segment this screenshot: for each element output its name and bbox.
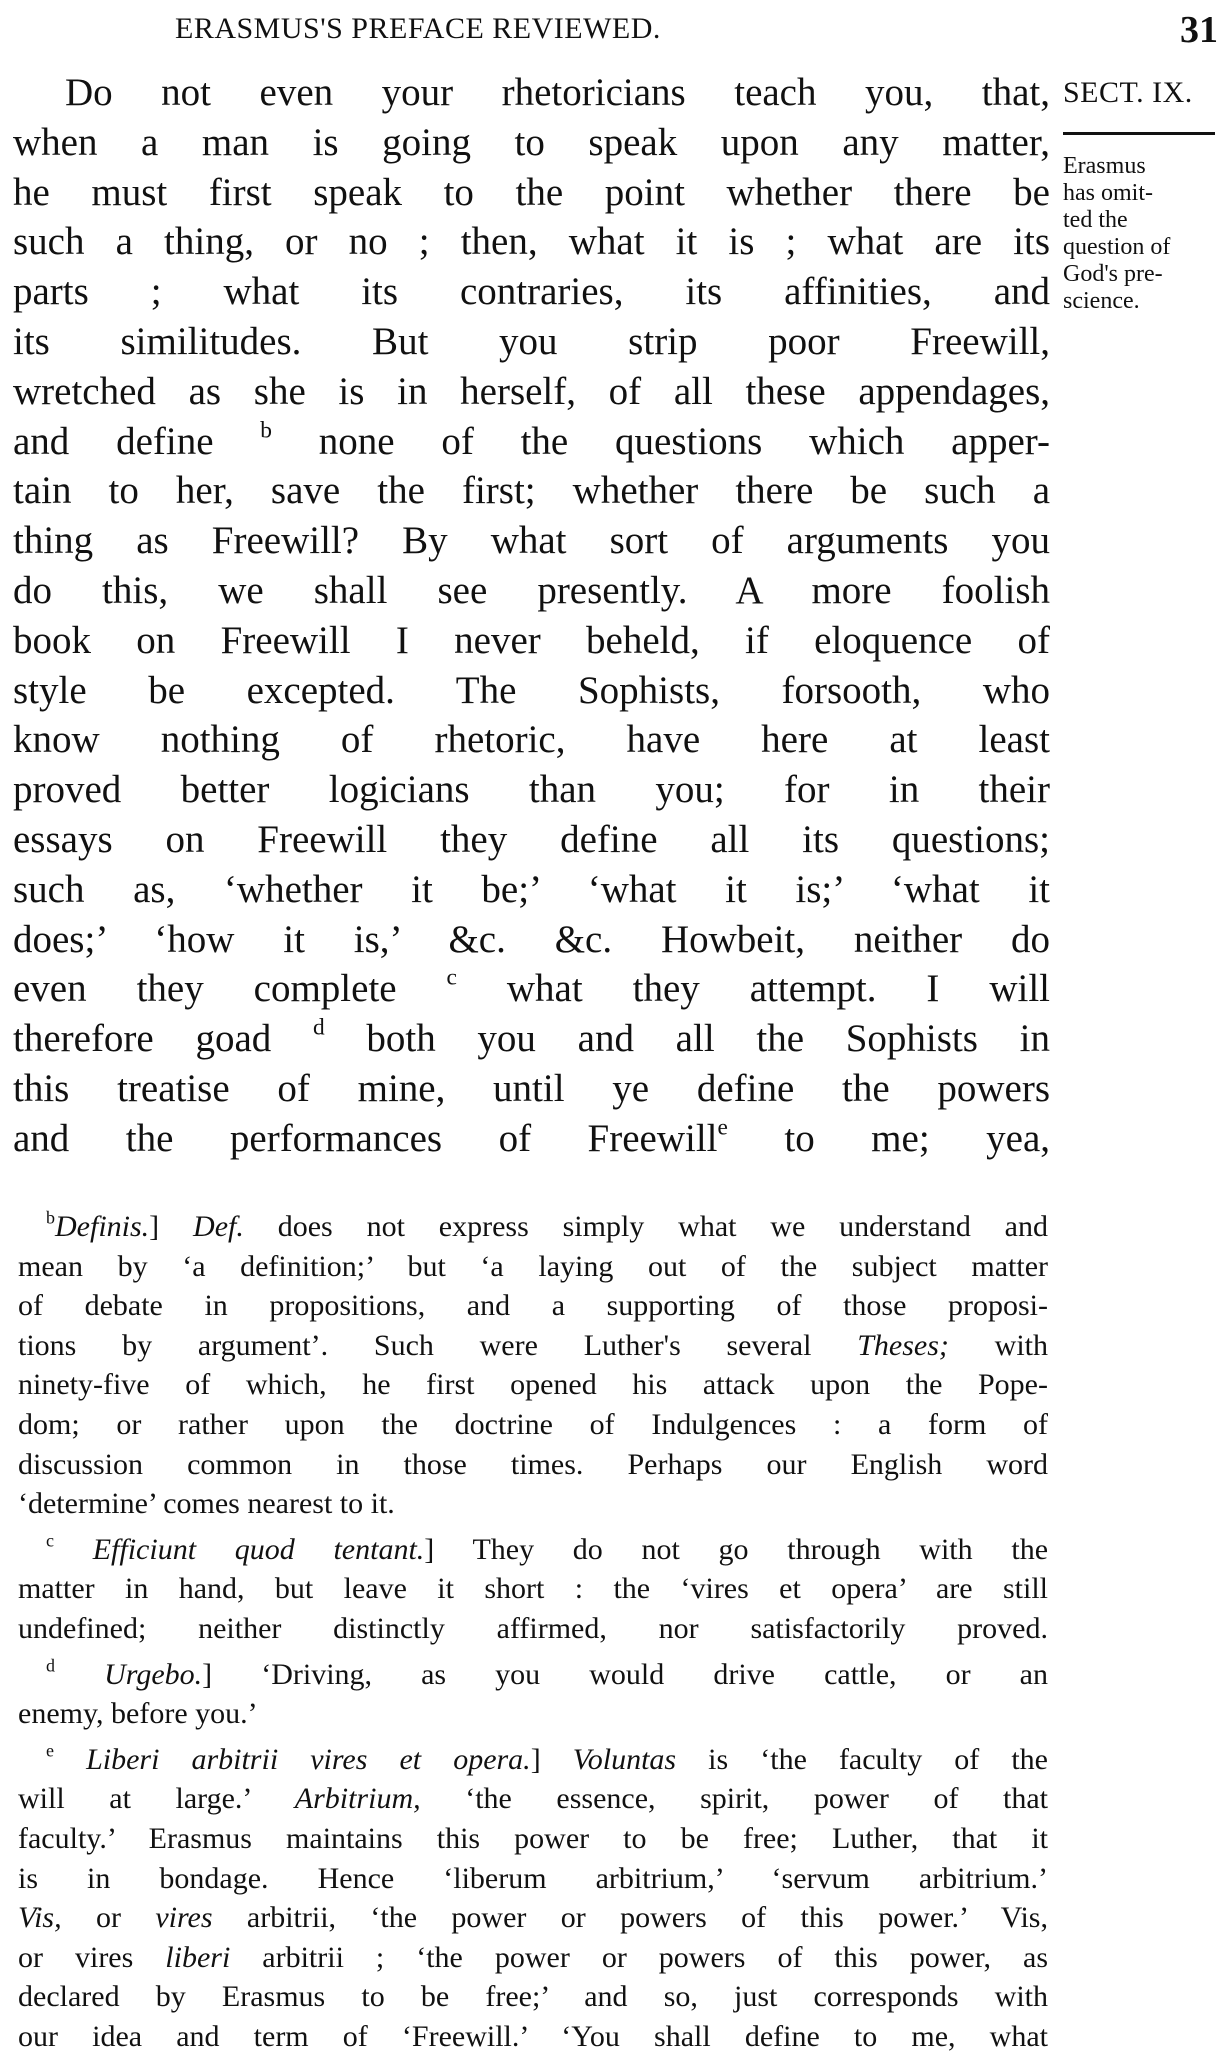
text-line [13, 964, 1050, 1014]
footnotes [18, 1207, 1048, 2062]
text-line [13, 1114, 1050, 1164]
text-segment: undefined; neither distinctly affirmed, nor satisfactorily proved. [18, 1611, 1048, 1645]
text-line [13, 516, 1050, 566]
margin-note-line: has omit- [1063, 179, 1153, 206]
text-segment: our idea and term of ‘Freewill.’ ‘You shall define to me, what [18, 2019, 1048, 2053]
footnote-marker: c [46, 1530, 54, 1551]
text-line [18, 1445, 1048, 1485]
text-segment: ninety-five of which, he first opened his attack upon the Pope- [18, 1368, 1048, 1402]
running-title: ERASMUS'S PREFACE REVIEWED. [175, 12, 661, 45]
italic-text: Theses; [857, 1328, 949, 1362]
text-segment: what they attempt. I will [456, 967, 1050, 1011]
footnote-marker: b [260, 417, 272, 444]
text-line [18, 1740, 1048, 1780]
text-segment: or vires [18, 1940, 166, 1974]
margin-note-line: ted the [1063, 206, 1128, 233]
text-line [13, 417, 1050, 467]
text-line [13, 1064, 1050, 1114]
italic-text: Vis, [18, 1901, 62, 1935]
text-segment: does;’ ‘how it is,’ &c. &c. Howbeit, neither do [13, 917, 1050, 961]
text-line [13, 68, 1050, 118]
text-segment: is in bondage. Hence ‘liberum arbitrium,’ ‘servum arbitrium.’ [18, 1861, 1048, 1895]
text-line [13, 217, 1050, 267]
text-segment: of debate in propositions, and a supporting of those proposi- [18, 1289, 1048, 1323]
footnote-marker: e [717, 1114, 728, 1141]
italic-text: Liberi arbitrii vires et opera. [86, 1742, 531, 1776]
text-line [13, 815, 1050, 865]
text-line [13, 765, 1050, 815]
text-segment: Do not even your rhetoricians teach you, that, [65, 71, 1050, 114]
text-segment: parts ; what its contraries, its affinities, and [13, 270, 1050, 314]
text-line [18, 1405, 1048, 1445]
text-line [18, 1819, 1048, 1859]
footnote-e [18, 1740, 1048, 2057]
italic-text: Definis. [55, 1210, 150, 1243]
text-line [18, 1898, 1048, 1938]
text-line [18, 1326, 1048, 1366]
text-segment: with [948, 1328, 1048, 1362]
footnote-c [18, 1530, 1048, 1649]
text-segment: tions by argument’. Such were Luther's several [18, 1328, 858, 1362]
text-segment: mean by ‘a definition;’ but ‘a laying out of the subject matter [18, 1249, 1048, 1283]
margin-column [1063, 68, 1223, 315]
text-line [13, 915, 1050, 965]
text-segment: and define [13, 419, 261, 463]
text-segment: is ‘the faculty of the [676, 1742, 1048, 1776]
text-segment: matter in hand, but leave it short : the ‘vires et opera’ are still [18, 1572, 1048, 1606]
text-segment: this treatise of mine, until ye define the powers [13, 1066, 1050, 1110]
main-text [13, 68, 1050, 1164]
text-line [18, 1938, 1048, 1978]
text-segment: ‘determine’ comes nearest to it. [18, 1487, 395, 1521]
margin-note [1063, 153, 1223, 315]
text-segment: or [61, 1901, 156, 1935]
margin-note-line: God's pre- [1063, 260, 1163, 287]
text-line [18, 1207, 1048, 1247]
text-segment: and the performances of Freewill [13, 1116, 718, 1160]
text-segment: ] [530, 1742, 573, 1776]
text-line [18, 1609, 1048, 1649]
text-line [18, 1569, 1048, 1609]
text-line [13, 118, 1050, 168]
text-line [13, 666, 1050, 716]
text-segment: arbitrii ; ‘the power or powers of this power, as [230, 1940, 1049, 1974]
section-rule [1063, 132, 1215, 135]
text-segment: none of the questions which apper- [272, 419, 1050, 463]
footnote-marker: b [46, 1207, 55, 1228]
text-line [13, 865, 1050, 915]
text-segment: tain to her, save the first; whether there be such a [13, 469, 1050, 513]
italic-text: vires [155, 1901, 213, 1935]
text-line [13, 267, 1050, 317]
italic-text: liberi [165, 1940, 231, 1974]
italic-text: Efficiunt quod tentant. [92, 1532, 425, 1566]
footnote-marker: d [312, 1014, 325, 1041]
text-segment: even they complete [13, 967, 447, 1011]
text-line [18, 1779, 1048, 1819]
italic-text: Urgebo. [104, 1657, 203, 1691]
text-segment: enemy, before you.’ [18, 1697, 258, 1731]
footnote-marker: c [446, 964, 457, 991]
text-segment: arbitrii, ‘the power or powers of this power.’ Vis, [212, 1901, 1048, 1935]
text-segment: know nothing of rhetoric, have here at least [13, 718, 1050, 762]
text-segment: therefore goad [13, 1017, 313, 1061]
text-segment: to me; yea, [727, 1116, 1050, 1160]
text-segment: will at large.’ [18, 1782, 295, 1816]
footnote-marker: e [46, 1740, 54, 1761]
text-line [18, 1484, 1048, 1524]
margin-note-line: question of [1063, 233, 1171, 260]
text-segment: do this, we shall see presently. A more foolish [13, 568, 1050, 612]
text-line [13, 566, 1050, 616]
text-segment: its similitudes. But you strip poor Freewill, [13, 319, 1050, 363]
italic-text: Voluntas [572, 1742, 677, 1776]
text-line [18, 1859, 1048, 1899]
text-segment: such as, ‘whether it be;’ ‘what it is;’ ‘what it [13, 867, 1050, 911]
text-segment: declared by Erasmus to be free;’ and so, just corresponds with [18, 1980, 1048, 2014]
page-number: 31 [1180, 9, 1218, 51]
text-line [13, 616, 1050, 666]
footnote-d [18, 1655, 1048, 1734]
italic-text: Def. [193, 1210, 244, 1243]
text-line [13, 317, 1050, 367]
text-line [18, 1655, 1048, 1695]
text-segment: discussion common in those times. Perhaps our English word [18, 1447, 1048, 1481]
text-segment: faculty.’ Erasmus maintains this power to be free; Luther, that it [18, 1821, 1048, 1855]
text-segment: he must first speak to the point whether there be [13, 170, 1050, 214]
italic-text: Arbitrium, [294, 1782, 421, 1816]
text-segment: does not express simply what we understand and [243, 1210, 1048, 1243]
text-segment: dom; or rather upon the doctrine of Indulgences : a form of [18, 1407, 1048, 1441]
text-segment: wretched as she is in herself, of all these appendages, [13, 369, 1050, 413]
footnote-b [18, 1207, 1048, 1524]
text-segment: ] They do not go through with the [424, 1532, 1049, 1566]
text-segment: both you and all the Sophists in [324, 1017, 1050, 1061]
text-segment: ] ‘Driving, as you would drive cattle, or an [202, 1657, 1049, 1691]
text-segment: proved better logicians than you; for in their [13, 768, 1050, 812]
text-line [18, 1365, 1048, 1405]
text-segment: ] [149, 1210, 194, 1243]
page-header [0, 4, 1232, 54]
margin-note-line: Erasmus [1063, 152, 1146, 179]
text-line [13, 466, 1050, 516]
text-line [13, 367, 1050, 417]
text-line [18, 1530, 1048, 1570]
text-line [18, 1694, 1048, 1734]
footnote-marker: d [46, 1654, 55, 1675]
text-line [18, 1977, 1048, 2017]
text-line [13, 168, 1050, 218]
text-line [18, 2017, 1048, 2057]
text-segment: essays on Freewill they define all its questions; [13, 817, 1050, 861]
text-segment: style be excepted. The Sophists, forsooth, who [13, 668, 1050, 712]
text-segment [54, 1743, 86, 1776]
text-segment: thing as Freewill? By what sort of arguments you [13, 519, 1050, 563]
text-line [13, 1014, 1050, 1064]
section-label: SECT. IX. [1063, 76, 1193, 109]
text-line [13, 715, 1050, 765]
text-line [18, 1247, 1048, 1287]
margin-note-line: science. [1063, 287, 1140, 314]
text-segment [54, 1533, 93, 1566]
text-segment: when a man is going to speak upon any matter, [13, 120, 1050, 164]
text-segment: such a thing, or no ; then, what it is ; what are its [13, 220, 1050, 264]
text-segment: book on Freewill I never beheld, if eloquence of [13, 618, 1050, 662]
text-segment [55, 1658, 104, 1691]
text-segment: ‘the essence, spirit, power of that [420, 1782, 1049, 1816]
text-line [18, 1286, 1048, 1326]
